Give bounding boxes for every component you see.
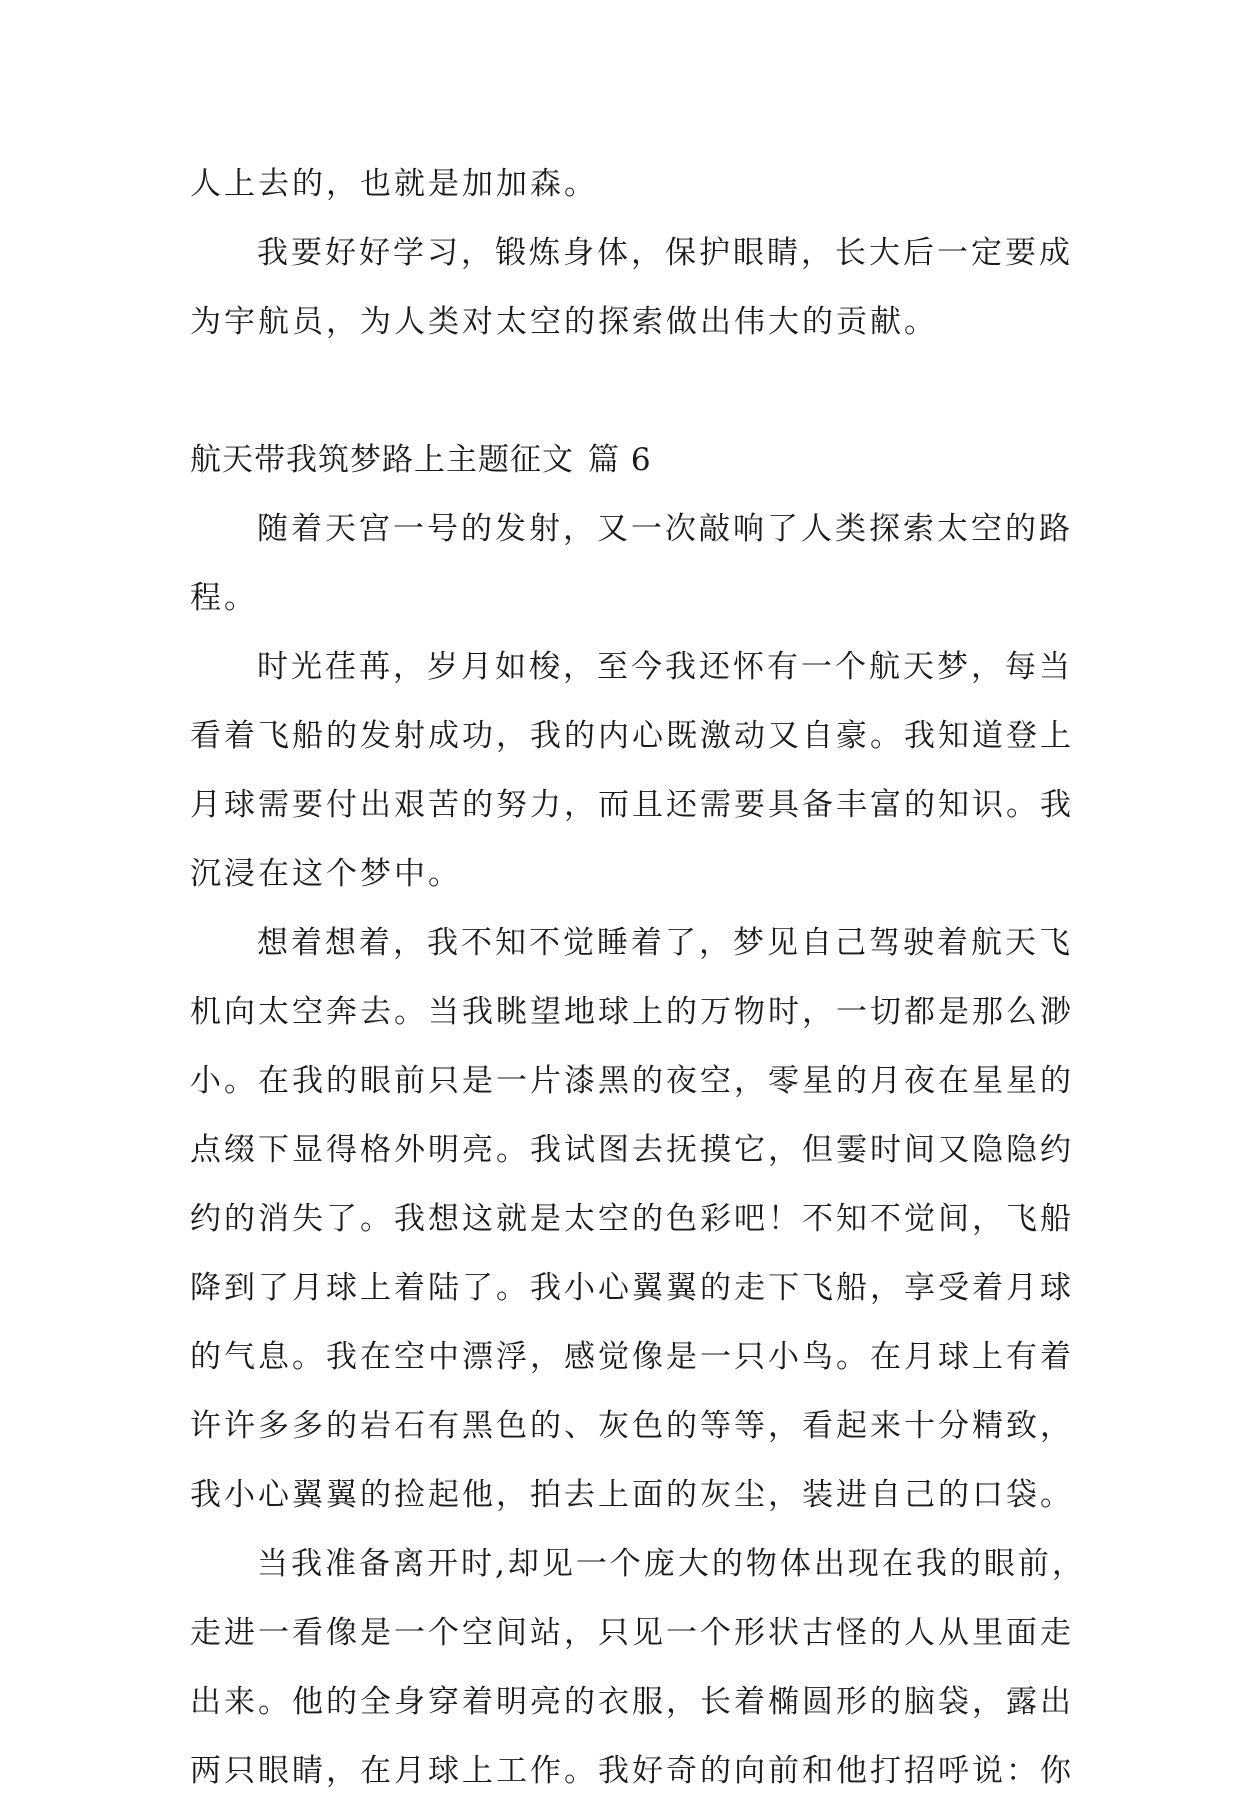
text-line: 的气息。我在空中漂浮，感觉像是一只小鸟。在月球上有着 (190, 1339, 1074, 1375)
paragraph-first-line: 想着想着，我不知不觉睡着了，梦见自己驾驶着航天飞 (257, 925, 1073, 961)
text-line: 约的消失了。我想这就是太空的色彩吧！不知不觉间，飞船 (190, 1201, 1074, 1237)
paragraph-first-line: 时光荏苒，岁月如梭，至今我还怀有一个航天梦，每当 (257, 649, 1073, 685)
text-line: 人上去的，也就是加加森。 (190, 166, 598, 202)
text-line: 许许多多的岩石有黑色的、灰色的等等，看起来十分精致， (190, 1408, 1074, 1444)
paragraph-first-line: 随着天宫一号的发射，又一次敲响了人类探索太空的路 (257, 511, 1073, 547)
section-heading (190, 426, 1050, 495)
text-line: 看着飞船的发射成功，我的内心既激动又自豪。我知道登上 (190, 718, 1074, 754)
text-line: 小。在我的眼前只是一片漆黑的夜空，零星的月夜在星星的 (190, 1063, 1074, 1099)
paragraph (190, 495, 1073, 633)
text-line: 机向太空奔去。当我眺望地球上的万物时，一切都是那么渺 (190, 994, 1074, 1030)
section-part-number: 篇 6 (588, 442, 652, 478)
text-line: 点缀下显得格外明亮。我试图去抚摸它，但霎时间又隐隐约 (190, 1132, 1074, 1168)
section-title: 航天带我筑梦路上主题征文 (190, 442, 574, 478)
text-line: 我小心翼翼的捡起他，拍去上面的灰尘，装进自己的口袋。 (190, 1477, 1074, 1513)
paragraph (190, 909, 1074, 1530)
paragraph-first-line: 我要好好学习，锻炼身体，保护眼睛，长大后一定要成 (257, 235, 1073, 271)
paragraph (190, 1530, 1086, 1806)
text-line: 出来。他的全身穿着明亮的衣服，长着椭圆形的脑袋，露出 (190, 1684, 1074, 1720)
text-line: 为宇航员，为人类对太空的探索做出伟大的贡献。 (190, 304, 938, 340)
text-line: 月球需要付出艰苦的努力，而且还需要具备丰富的知识。我 (190, 787, 1074, 823)
paragraph (190, 633, 1074, 909)
previous-section-ending (190, 150, 1073, 357)
document-body (190, 150, 1086, 1806)
text-line: 程。 (190, 580, 258, 616)
text-line: 降到了月球上着陆了。我小心翼翼的走下飞船，享受着月球 (190, 1270, 1074, 1306)
paragraph-first-line: 当我准备离开时,却见一个庞大的物体出现在我的眼前， (257, 1546, 1086, 1582)
text-line: 走进一看像是一个空间站，只见一个形状古怪的人从里面走 (190, 1615, 1074, 1651)
text-line: 两只眼睛，在月球上工作。我好奇的向前和他打招呼说：你 (190, 1753, 1074, 1789)
text-line: 沉浸在这个梦中。 (190, 856, 462, 892)
